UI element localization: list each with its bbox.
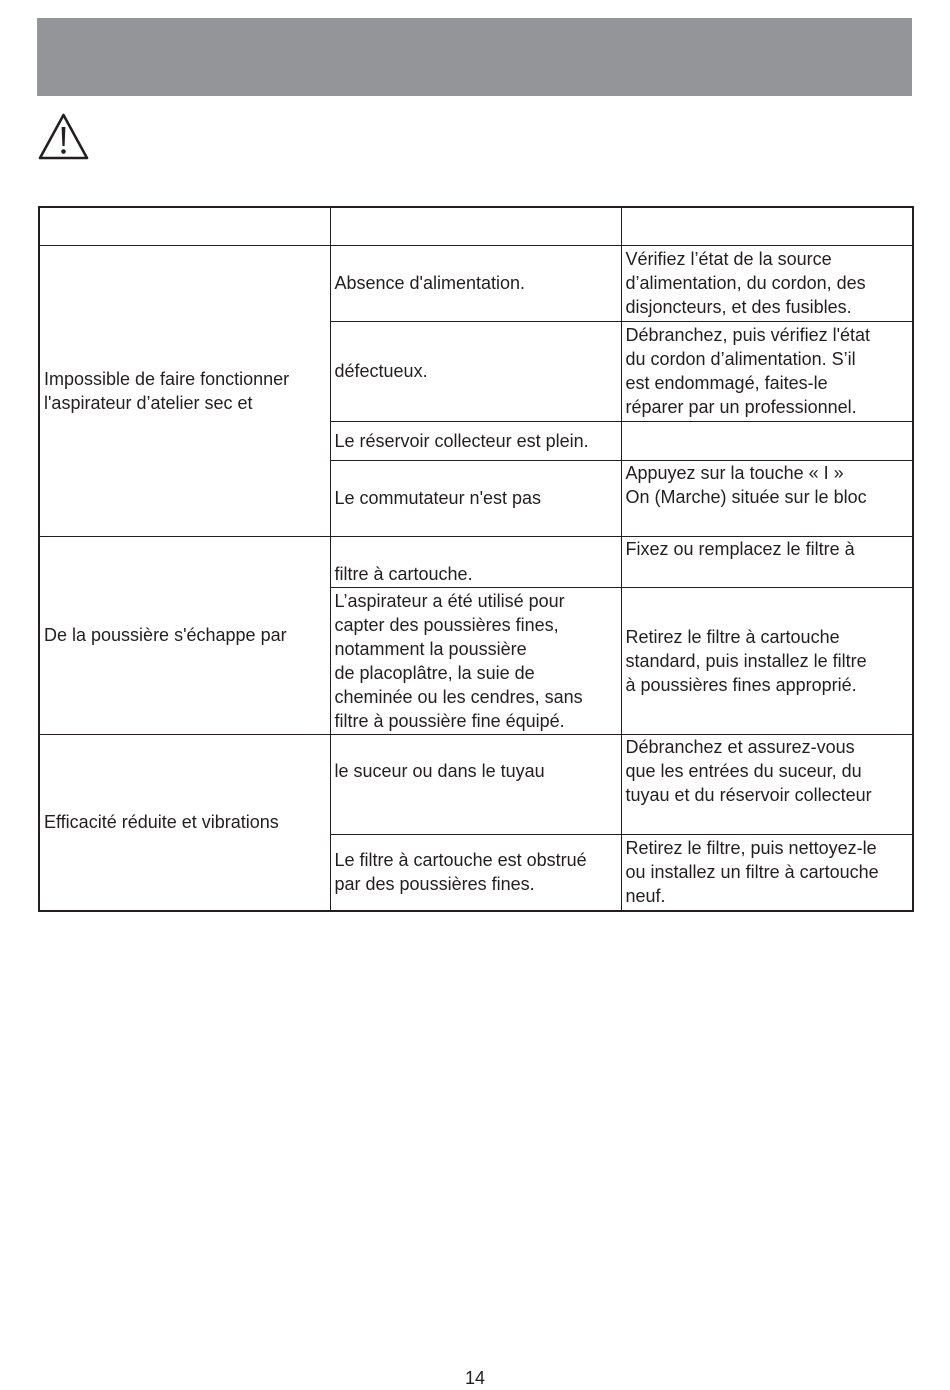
header-solution bbox=[621, 207, 913, 245]
warning-triangle-icon bbox=[37, 112, 90, 161]
table-row bbox=[39, 245, 913, 321]
cause-cell: défectueux. bbox=[330, 321, 621, 421]
solution-cell: Appuyez sur la touche « I » On (Marche) située sur le bloc bbox=[621, 460, 913, 536]
problem-cell: Impossible de faire fonctionner l'aspirateur d’atelier sec et bbox=[39, 245, 330, 536]
cause-cell: L’aspirateur a été utilisé pour capter des poussières fines, notamment la poussière de placoplâtre, la suie de cheminée ou les cendres, sans filtre à poussière fine équipé. bbox=[330, 587, 621, 734]
header-band bbox=[37, 18, 912, 96]
cause-cell: Le réservoir collecteur est plein. bbox=[330, 421, 621, 460]
solution-cell: Fixez ou remplacez le filtre à bbox=[621, 536, 913, 587]
solution-cell: Débranchez et assurez-vous que les entrées du suceur, du tuyau et du réservoir collecteur bbox=[621, 734, 913, 834]
problem-cell: De la poussière s'échappe par bbox=[39, 536, 330, 734]
header-problem bbox=[39, 207, 330, 245]
table-header-row bbox=[39, 207, 913, 245]
header-cause bbox=[330, 207, 621, 245]
table-row bbox=[39, 734, 913, 834]
solution-cell: Retirez le filtre, puis nettoyez-le ou installez un filtre à cartouche neuf. bbox=[621, 834, 913, 911]
solution-cell: Débranchez, puis vérifiez l'état du cordon d’alimentation. S’il est endommagé, faites-le réparer par un professionnel. bbox=[621, 321, 913, 421]
cause-cell: Absence d'alimentation. bbox=[330, 245, 621, 321]
solution-cell: Vérifiez l’état de la source d’alimentation, du cordon, des disjoncteurs, et des fusibles. bbox=[621, 245, 913, 321]
table-row bbox=[39, 536, 913, 587]
page-number: 14 bbox=[464, 1368, 486, 1388]
problem-cell: Efficacité réduite et vibrations bbox=[39, 734, 330, 911]
cause-cell: le suceur ou dans le tuyau bbox=[330, 734, 621, 834]
cause-cell: filtre à cartouche. bbox=[330, 536, 621, 587]
cause-cell: Le commutateur n'est pas bbox=[330, 460, 621, 536]
solution-cell bbox=[621, 421, 913, 460]
troubleshooting-table bbox=[38, 206, 914, 912]
cause-cell: Le filtre à cartouche est obstrué par des poussières fines. bbox=[330, 834, 621, 911]
solution-cell: Retirez le filtre à cartouche standard, puis installez le filtre à poussières fines approprié. bbox=[621, 587, 913, 734]
